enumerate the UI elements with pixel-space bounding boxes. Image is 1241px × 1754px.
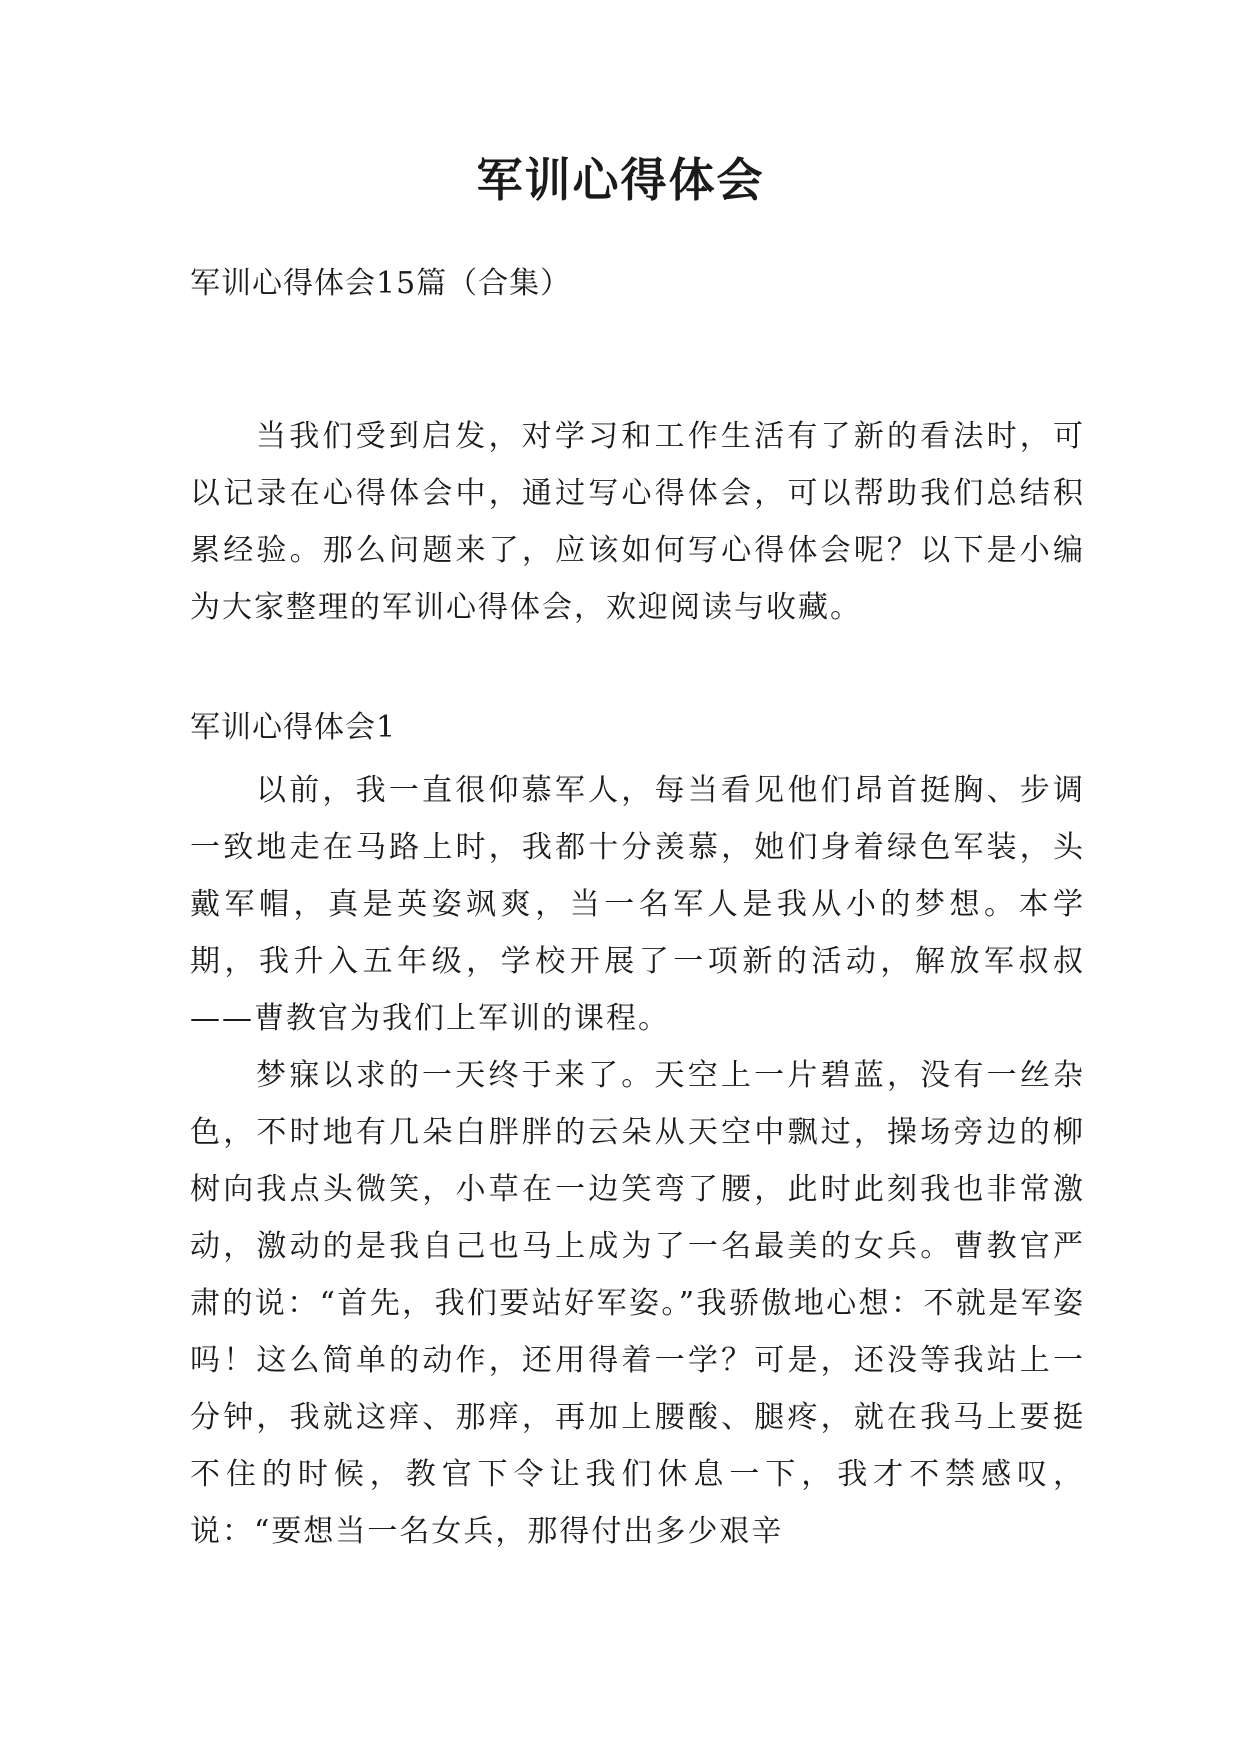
body-paragraph: 以前，我一直很仰慕军人，每当看见他们昂首挺胸、步调一致地走在马路上时，我都十分羡慕，她们身着绿色军装，头戴军帽，真是英姿飒爽，当一名军人是我从小的梦想。本学期，我升入五年级，学校开展了一项新的活动，解放军叔叔——曹教官为我们上军训的课程。 <box>190 773 1085 1036</box>
section-body <box>190 762 1085 1560</box>
intro-paragraph: 当我们受到启发，对学习和工作生活有了新的看法时，可以记录在心得体会中，通过写心得体会，可以帮助我们总结积累经验。那么问题来了，应该如何写心得体会呢？以下是小编为大家整理的军训心得体会，欢迎阅读与收藏。 <box>190 419 1085 625</box>
body-paragraph: 梦寐以求的一天终于来了。天空上一片碧蓝，没有一丝杂色，不时地有几朵白胖胖的云朵从天空中飘过，操场旁边的柳树向我点头微笑，小草在一边笑弯了腰，此时此刻我也非常激动，激动的是我自己也马上成为了一名最美的女兵。曹教官严肃的说：“首先，我们要站好军姿。”我骄傲地心想：不就是军姿吗！这么简单的动作，还用得着一学？可是，还没等我站上一分钟，我就这痒、那痒，再加上腰酸、腿疼，就在我马上要挺不住的时候，教官下令让我们休息一下，我才不禁感叹，说：“要想当一名女兵，那得付出多少艰辛 <box>190 1058 1085 1549</box>
document-title: 军训心得体会 <box>476 153 765 207</box>
document-subtitle: 军训心得体会15篇（合集） <box>190 266 572 301</box>
section-heading: 军训心得体会1 <box>190 710 397 745</box>
